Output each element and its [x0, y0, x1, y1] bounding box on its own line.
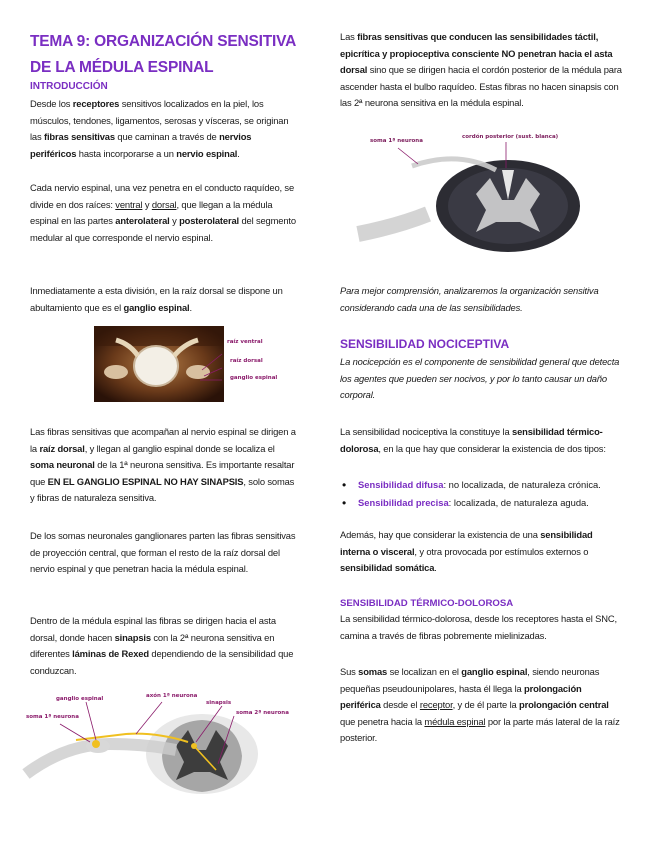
- section-heading-sensibilidad-termico-dolorosa: SENSIBILIDAD TÉRMICO-DOLOROSA: [340, 598, 514, 609]
- label-ganglio-espinal: ganglio espinal: [230, 375, 278, 381]
- label-ganglio-espinal-fig3: ganglio espinal: [56, 696, 104, 702]
- termico-paragraph-1: La sensibilidad térmico-dolorosa, desde los receptores hasta el SNC, camina a través de fibras pobremente mielinizadas.: [340, 613, 617, 641]
- intro-paragraph-4: Las fibras sensitivas que acompañan al nervio espinal se dirigen a la raíz dorsal, y llegan al ganglio espinal donde se localiza el soma neuronal de la 1ª neurona sensitiva. Es importante resaltar que EN EL GANGLIO ESPINAL NO HAY SINAPSIS, solo somas y fibras de naturaleza sensitiva.: [30, 426, 296, 504]
- intro-paragraph-5: De los somas neuronales ganglionares parten las fibras sensitivas de proyección central, que forman el resto de la raíz dorsal del nervio espinal y que penetran hacia la médula espinal.: [30, 530, 296, 575]
- right-paragraph-1: Las fibras sensitivas que conducen las sensibilidades táctil, epicrítica y propioceptiva consciente NO penetran hacia el asta dorsal sino que se dirigen hacia el cordón posterior de la médula para ascender hasta el bulbo raquídeo. Estas fibras no hacen sinapsis con las 2ª neurona sensitiva en la médula espinal.: [340, 31, 622, 109]
- nociceptiva-paragraph-3: Además, hay que considerar la existencia de una sensibilidad interna o visceral, y otra provocada por estímulos externos o sensibilidad somática.: [340, 529, 593, 574]
- section-heading-introduccion: INTRODUCCIÓN: [30, 81, 108, 92]
- label-cordon-posterior: cordón posterior (sust. blanca): [462, 134, 559, 140]
- nociceptiva-paragraph-1: La nocicepción es el componente de sensibilidad general que detecta los agentes que pueden ser nocivos, y por lo tanto causar un daño corporal.: [340, 356, 620, 401]
- right-paragraph-2: Para mejor comprensión, analizaremos la organización sensitiva considerando cada una de las sensibilidades.: [340, 285, 599, 313]
- label-raiz-dorsal: raíz dorsal: [230, 358, 263, 364]
- label-soma-2a-neurona: soma 2ª neurona: [236, 710, 289, 716]
- intro-paragraph-6: Dentro de la médula espinal las fibras se dirigen hacia el asta dorsal, donde hacen sinapsis con la 2ª neurona sensitiva en diferentes láminas de Rexed dependiendo de la sensibilidad que conduzcan.: [30, 615, 294, 676]
- page-title: TEMA 9: ORGANIZACIÓN SENSITIVA DE LA MÉDULA ESPINAL: [30, 33, 296, 76]
- spinal-cord-pathway-figure: [26, 684, 302, 800]
- list-item: • Sensibilidad difusa: no localizada, de naturaleza crónica.: [340, 476, 622, 494]
- termico-paragraph-2: Sus somas se localizan en el ganglio espinal, siendo neuronas pequeñas pseudounipolares, hasta él llega la prolongación periférica desde el receptor, y de él parte la prolongación central que penetra hacia la médula espinal por la parte más lateral de la raíz posterior.: [340, 666, 620, 744]
- label-sinapsis: sinapsis: [206, 700, 232, 706]
- nociceptiva-paragraph-2: La sensibilidad nociceptiva la constituye la sensibilidad térmico-dolorosa, en la que hay que considerar la existencia de dos tipos:: [340, 426, 606, 454]
- label-soma-1a-neurona-fig3: soma 1ª neurona: [26, 714, 79, 720]
- intro-paragraph-2: Cada nervio espinal, una vez penetra en el conducto raquídeo, se divide en dos raíces: ventral y dorsal, que llegan a la médula espinal en las partes anterolateral y posterolateral del segmento medular al que corresponde el nervio espinal.: [30, 182, 296, 243]
- intro-paragraph-3: Inmediatamente a esta división, en la raíz dorsal se dispone un abultamiento que es el ganglio espinal.: [30, 285, 283, 313]
- sensibilidad-types-list: [340, 476, 622, 512]
- intro-paragraph-1: Desde los receptores sensitivos localizados en la piel, los músculos, tendones, ligamentos, serosas y vísceras, se originan las fibras sensitivas que caminan a través de nervios periféricos hasta incorporarse a un nervio espinal.: [30, 98, 289, 159]
- list-item: • Sensibilidad precisa: localizada, de naturaleza aguda.: [340, 494, 622, 512]
- spinal-ganglion-figure: [94, 326, 294, 402]
- dorsal-column-figure: [358, 130, 588, 258]
- label-raiz-ventral: raíz ventral: [227, 339, 263, 345]
- label-axon-1a-neurona: axón 1ª neurona: [146, 693, 198, 699]
- label-soma-1a-neurona-fig2: soma 1ª neurona: [370, 138, 423, 144]
- section-heading-sensibilidad-nociceptiva: SENSIBILIDAD NOCICEPTIVA: [340, 337, 510, 351]
